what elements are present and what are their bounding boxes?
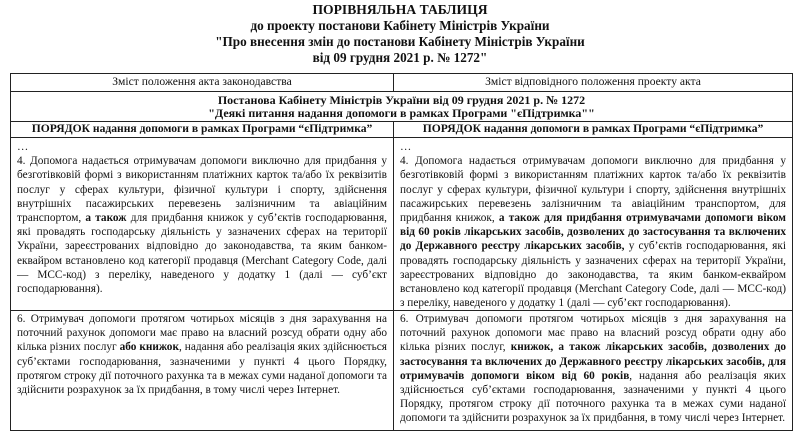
bold-text-run: або книжок <box>119 341 179 354</box>
item-4-current-text <box>17 154 387 296</box>
text-run: , надання або реалізація яких здійснюється суб’єктами господарювання, зазначеними у пункті 4 цього Порядку, протягом строку дії поточного рахунка та в межах суми наданої допомоги та здійснити розрахунок за їх придбання, в тому числі через Інтернет. <box>17 341 387 397</box>
table-header-row <box>11 74 792 92</box>
ellipsis: … <box>400 141 412 153</box>
item-6-draft <box>394 311 792 430</box>
text-run: 6. Отримувач допомоги протягом чотирьох місяців з дня зарахування на поточний рахунок допомоги має право на власний розсуд обрати одну або кілька різних послуг, <box>400 313 786 354</box>
resolution-title <box>11 92 792 121</box>
section-title-right: ПОРЯДОК надання допомоги в рамках Програми “єПідтримка” <box>422 122 764 135</box>
resolution-line-2: "Деякі питання надання допомоги в рамках Програми "єПідтримка"" <box>208 106 595 120</box>
item-4-draft-text <box>400 154 786 310</box>
text-run: 4. Допомога надається отримувачам допомоги виключно для придбання у безготівковій формі з використанням платіжних карток та/або їх реквізитів послуг у сферах культури, фізичної культури і спорту, здійснення внутрішніх пасажирських перевезень залізничним та авіаційним транспортом, <box>17 155 387 225</box>
section-title-left: ПОРЯДОК надання допомоги в рамках Програми “єПідтримка” <box>11 122 394 137</box>
title-line-2: до проекту постанови Кабінету Міністрів України <box>250 18 550 33</box>
comparison-table <box>10 73 793 431</box>
text-run: , надання або реалізація яких здійснюється суб’єктами господарювання, зазначеними у пункті 4 цього Порядку, протягом строку дії поточного рахунка та в межах суми наданої допомоги та здійснити розрахунок за їх придбання, в тому числі через Інтернет. <box>400 369 786 425</box>
bold-text-run: а також <box>85 212 127 225</box>
document-title <box>0 2 800 66</box>
text-run: 6. Отримувач допомоги протягом чотирьох місяців з дня зарахування на поточний рахунок допомоги має право на власний розсуд обрати одну або кілька різних послуг <box>17 313 387 354</box>
header-draft-act: Зміст відповідного положення проекту акта <box>485 75 701 88</box>
item-4-current <box>11 138 394 310</box>
table-row-item-4 <box>11 138 792 311</box>
title-line-4: від 09 грудня 2021 р. № 1272" <box>312 50 488 65</box>
resolution-row <box>11 92 792 122</box>
text-run: 4. Допомога надається отримувачам допомоги виключно для придбання у безготівковій формі з використанням платіжних карток та/або їх реквізитів послуг у сферах культури, фізичної культури і спорту, здійснення внутрішніх пасажирських перевезень залізничним та авіаційним транспортом, для придбання книжок, <box>400 155 786 225</box>
table-row-item-6 <box>11 311 792 430</box>
bold-text-run: а також для придбання отримувачами допомоги віком від 60 років лікарських засобів, дозволених до застосування та включених до Державного реєстру лікарських засобів, <box>400 212 787 253</box>
header-current-act: Зміст положення акта законодавства <box>11 74 394 91</box>
item-6-current-text <box>17 312 387 397</box>
resolution-line-1: Постанова Кабінету Міністрів України від 09 грудня 2021 р. № 1272 <box>217 93 586 107</box>
text-run: для придбання книжок у суб’єктів господарювання, які провадять господарську діяльність у зазначених сферах на території України, зареєстрованих відповідно до законодавства, та яким банком-еквайром встановлено код категорії продавця (Merchant Category Code, далі — MCC-код) з переліку, наведеного у додатку 1 (далі — суб’єкт господарювання). <box>17 212 387 296</box>
item-6-draft-text <box>400 312 786 426</box>
text-run: у суб’єктів господарювання, які провадять господарську діяльність у зазначених сферах на території України, зареєстрованих відповідно до законодавства, та яким банком-еквайром встановлено код категорії продавця (Merchant Category Code, далі — MCC-код) з переліку, наведеного у додатку 1 (далі — суб’єкт господарювання). <box>400 240 786 310</box>
section-row <box>11 122 792 138</box>
item-4-draft <box>394 138 792 310</box>
title-line-3: "Про внесення змін до постанови Кабінету Міністрів України <box>215 34 585 49</box>
item-6-current <box>11 311 394 430</box>
ellipsis: … <box>17 141 29 153</box>
bold-text-run: книжок, а також лікарських засобів, дозволених до застосування та включених до Державного реєстру лікарських засобів, для отримувачів допомоги віком від 60 років <box>400 341 786 382</box>
title-line-1: ПОРІВНЯЛЬНА ТАБЛИЦЯ <box>312 2 488 17</box>
